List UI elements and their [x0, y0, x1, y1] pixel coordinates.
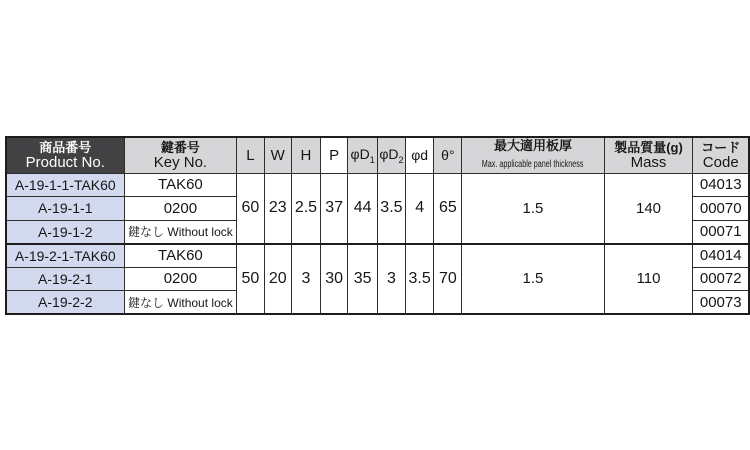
code-cell: 04014 — [693, 244, 749, 268]
col-header-product-no-en: Product No. — [25, 154, 105, 172]
col-header-key-no — [124, 137, 237, 173]
dim-phi-d1-cell: 44 — [348, 173, 378, 244]
code-cell: 00072 — [693, 267, 749, 291]
col-header-phi-d: φd — [405, 137, 433, 173]
dim-phi-d1-cell: 35 — [348, 244, 378, 315]
col-header-code — [693, 137, 749, 173]
phi-d1-sub: 1 — [369, 154, 375, 165]
header-row — [6, 137, 749, 173]
product-no-cell: A-19-2-1 — [6, 267, 124, 291]
dim-w-cell: 23 — [264, 173, 291, 244]
key-no-cell: 0200 — [124, 197, 237, 221]
product-spec-table — [5, 136, 750, 315]
col-header-h: H — [291, 137, 320, 173]
col-header-code-ja: コード — [701, 139, 741, 155]
col-header-panel-thickness — [462, 137, 604, 173]
product-no-cell: A-19-2-2 — [6, 291, 124, 315]
product-no-cell: A-19-1-1-TAK60 — [6, 173, 124, 197]
col-header-l: L — [237, 137, 264, 173]
code-cell: 00073 — [693, 291, 749, 315]
col-header-phi-d1 — [348, 137, 378, 173]
col-header-mass-ja: 製品質量(g) — [614, 139, 683, 155]
key-no-cell: TAK60 — [124, 173, 237, 197]
col-header-key-no-en: Key No. — [153, 154, 208, 172]
product-no-cell: A-19-1-2 — [6, 220, 124, 244]
dim-phi-d-cell: 4 — [405, 173, 433, 244]
dim-theta-cell: 65 — [434, 173, 462, 244]
panel-thickness-cell: 1.5 — [462, 244, 604, 315]
dim-phi-d2-cell: 3 — [377, 244, 405, 315]
code-cell: 00071 — [693, 220, 749, 244]
col-header-key-no-ja: 鍵番号 — [160, 139, 200, 155]
dim-h-cell: 3 — [291, 244, 320, 315]
col-header-panel-ja: 最大適用板厚 — [493, 138, 572, 154]
dim-l-cell: 50 — [237, 244, 264, 315]
dim-p-cell: 30 — [321, 244, 348, 315]
col-header-product-no — [6, 137, 124, 173]
col-header-product-no-ja: 商品番号 — [39, 139, 92, 155]
key-no-cell: 鍵なし Without lock — [124, 220, 237, 244]
dim-w-cell: 20 — [264, 244, 291, 315]
dim-phi-d2-cell: 3.5 — [377, 173, 405, 244]
dim-phi-d-cell: 3.5 — [405, 244, 433, 315]
mass-cell: 140 — [604, 173, 693, 244]
col-header-mass — [604, 137, 693, 173]
key-no-cell: 0200 — [124, 267, 237, 291]
code-cell: 00070 — [693, 197, 749, 221]
key-no-cell: TAK60 — [124, 244, 237, 268]
col-header-w: W — [264, 137, 291, 173]
col-header-mass-en: Mass — [630, 154, 667, 172]
phi-d2-sub: 2 — [398, 154, 404, 165]
key-no-cell: 鍵なし Without lock — [124, 291, 237, 315]
phi-d1-base: φD — [350, 145, 370, 162]
dim-h-cell: 2.5 — [291, 173, 320, 244]
col-header-p: P — [321, 137, 348, 173]
table-row — [6, 244, 749, 268]
col-header-panel-en: Max. applicable panel thickness — [482, 159, 584, 171]
dim-l-cell: 60 — [237, 173, 264, 244]
mass-cell: 110 — [604, 244, 693, 315]
dim-theta-cell: 70 — [434, 244, 462, 315]
dim-p-cell: 37 — [321, 173, 348, 244]
product-no-cell: A-19-1-1 — [6, 197, 124, 221]
product-no-cell: A-19-2-1-TAK60 — [6, 244, 124, 268]
panel-thickness-cell: 1.5 — [462, 173, 604, 244]
col-header-theta: θ° — [434, 137, 462, 173]
col-header-code-en: Code — [702, 154, 739, 172]
code-cell: 04013 — [693, 173, 749, 197]
table-row — [6, 173, 749, 197]
phi-d2-base: φD — [379, 145, 399, 162]
col-header-phi-d2 — [377, 137, 405, 173]
